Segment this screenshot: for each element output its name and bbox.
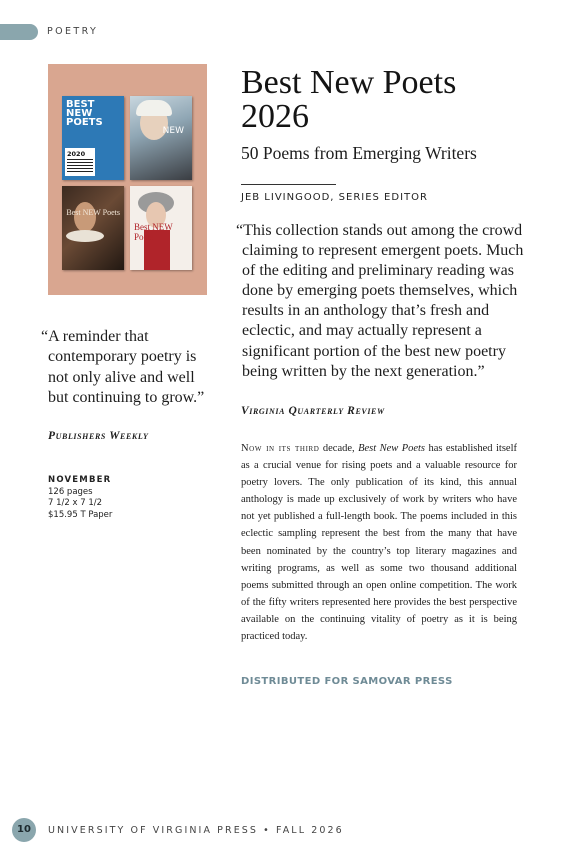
footer-text: UNIVERSITY OF VIRGINIA PRESS • FALL 2026 bbox=[48, 825, 344, 836]
left-pull-quote: “A reminder that contemporary poetry is not only alive and well but continuing to grow.” bbox=[41, 328, 205, 406]
description-paragraph: Now in its third decade, Best New Poets has established itself as a crucial venue for rising poets and a valuable resource for poetry lovers. The only publication of its kind, this annual anthology is made up exclusively of work by writers who have not yet published a full-length book. The poems included in this eclectic sampling represent the best from the many that have been nominated by the country’s top literary magazines and writing programs, as well as some two thousand additional poems submitted through an open online competition. The work of the fifty writers represented here provides the best perspective available on the continuing vitality of poetry as it is being practiced today. bbox=[241, 443, 517, 643]
book-subtitle: 50 Poems from Emerging Writers bbox=[241, 143, 477, 163]
book-title: Best New Poets 2026 bbox=[241, 64, 457, 135]
left-quote-source: Publishers Weekly bbox=[48, 430, 149, 442]
cover-book-1: BEST NEW POETS 2020 bbox=[62, 96, 124, 180]
book-details bbox=[48, 475, 112, 521]
cover-book-4: Best NEW Poets bbox=[130, 186, 192, 270]
page-count: 126 pages bbox=[48, 486, 93, 497]
pub-month: NOVEMBER bbox=[48, 475, 112, 485]
cover-book-2: NEW bbox=[130, 96, 192, 180]
distribution-note: DISTRIBUTED FOR SAMOVAR PRESS bbox=[241, 676, 453, 687]
trim-size: 7 1/2 x 7 1/2 bbox=[48, 498, 103, 509]
book-cover-image bbox=[48, 64, 207, 295]
lead-in: Now in its third bbox=[241, 443, 320, 454]
right-pull-quote: “This collection stands out among the crowd claiming to represent emergent poets. Much of the editing and preliminary reading was done by emerging poets themselves, which results in an anthology that’s fresh and eclectic, and may actually represent a significant portion of the best new poetry being written by the next generation.” bbox=[236, 222, 524, 380]
price: $15.95 T Paper bbox=[48, 509, 113, 520]
category-tab bbox=[0, 24, 38, 40]
cover-book-3: Best NEW Poets bbox=[62, 186, 124, 270]
category-label: POETRY bbox=[47, 26, 99, 37]
title-italic: Best New Poets bbox=[358, 443, 426, 454]
series-editor: JEB LIVINGOOD, SERIES EDITOR bbox=[241, 192, 428, 203]
right-quote-source: Virginia Quarterly Review bbox=[241, 405, 385, 417]
page-number: 10 bbox=[12, 818, 36, 842]
divider bbox=[241, 184, 336, 185]
